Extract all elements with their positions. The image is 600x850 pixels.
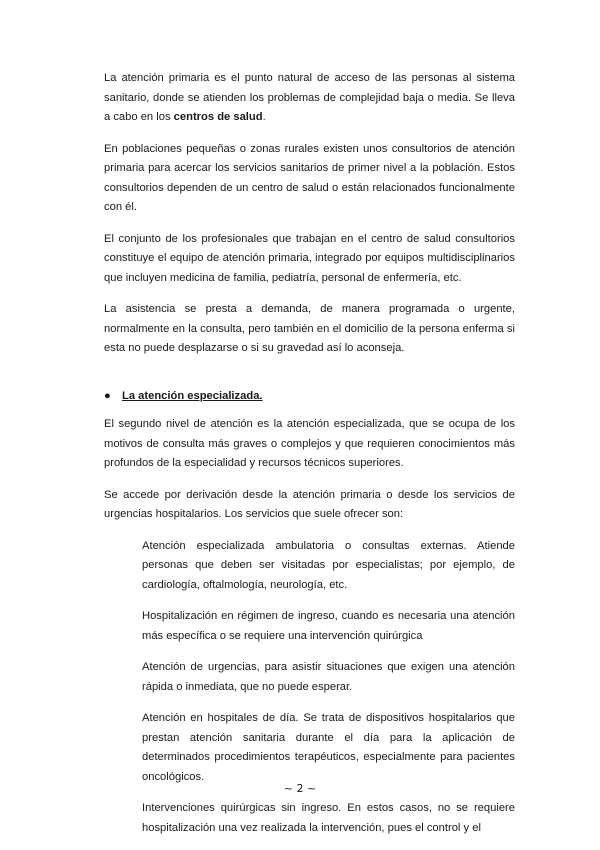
service-item: Hospitalización en régimen de ingreso, cuando es necesaria una atención más específica o se requiere una intervención quirúrgica	[142, 610, 515, 642]
paragraph-text-end: .	[262, 111, 266, 123]
paragraph-primary-care-intro	[104, 69, 515, 128]
paragraph-access: Se accede por derivación desde la atención primaria o desde los servicios de urgencias hospitalarios. Los servicios que suele ofrecer son:	[104, 488, 515, 520]
service-item: Intervenciones quirúrgicas sin ingreso. En estos casos, no se requiere hospitalización una vez realizada la intervención, pues el control y el	[142, 802, 515, 834]
bullet-icon: ●	[104, 389, 111, 402]
service-item: Atención especializada ambulatoria o consultas externas. Atiende personas que deben ser visitadas por especialistas; por ejemplo, de cardiología, oftalmología, neurología, etc.	[142, 539, 515, 591]
paragraph-primary-care-team: El conjunto de los profesionales que trabajan en el centro de salud consultorios constituye el equipo de atención primaria, integrado por equipos multidisciplinarios que incluyen medicina de familia, pediatría, personal de enfermería, etc.	[104, 232, 515, 284]
section-heading-specialized-care	[104, 387, 515, 407]
page-number: ~ 2 ~	[283, 782, 317, 795]
section-heading-text: La atención especializada.	[122, 389, 263, 402]
paragraph-specialized-care: El segundo nivel de atención es la atención especializada, que se ocupa de los motivos de consulta más graves o complejos y que requieren conocimientos más profundos de la especialidad y recursos técnicos superiores.	[104, 418, 515, 469]
paragraph-text: La atención primaria es el punto natural de acceso de las personas al sistema sanitario, donde se atienden los problemas de complejidad baja o media. Se lleva a cabo en los	[104, 72, 515, 123]
document-body	[104, 69, 515, 850]
paragraph-care-delivery: La asistencia se presta a demanda, de manera programada o urgente, normalmente en la consulta, pero también en el domicilio de la persona enferma si esta no puede desplazarse o si su gravedad así lo aconseja.	[104, 303, 515, 354]
service-item: Atención de urgencias, para asistir situaciones que exigen una atención rápida o inmediata, que no puede esperar.	[142, 661, 515, 693]
paragraph-rural-clinics: En poblaciones pequeñas o zonas rurales existen unos consultorios de atención primaria para acercar los servicios sanitarios de primer nivel a la población. Estos consultorios dependen de un centro de salud o están relacionados funcionalmente con él.	[104, 142, 515, 213]
bold-term-centros-de-salud: centros de salud	[173, 111, 263, 123]
service-item: Atención en hospitales de día. Se trata de dispositivos hospitalarios que prestan atención sanitaria durante el día para la aplicación de determinados procedimientos terapéuticos, especialmente para pacientes oncológicos.	[142, 712, 515, 783]
